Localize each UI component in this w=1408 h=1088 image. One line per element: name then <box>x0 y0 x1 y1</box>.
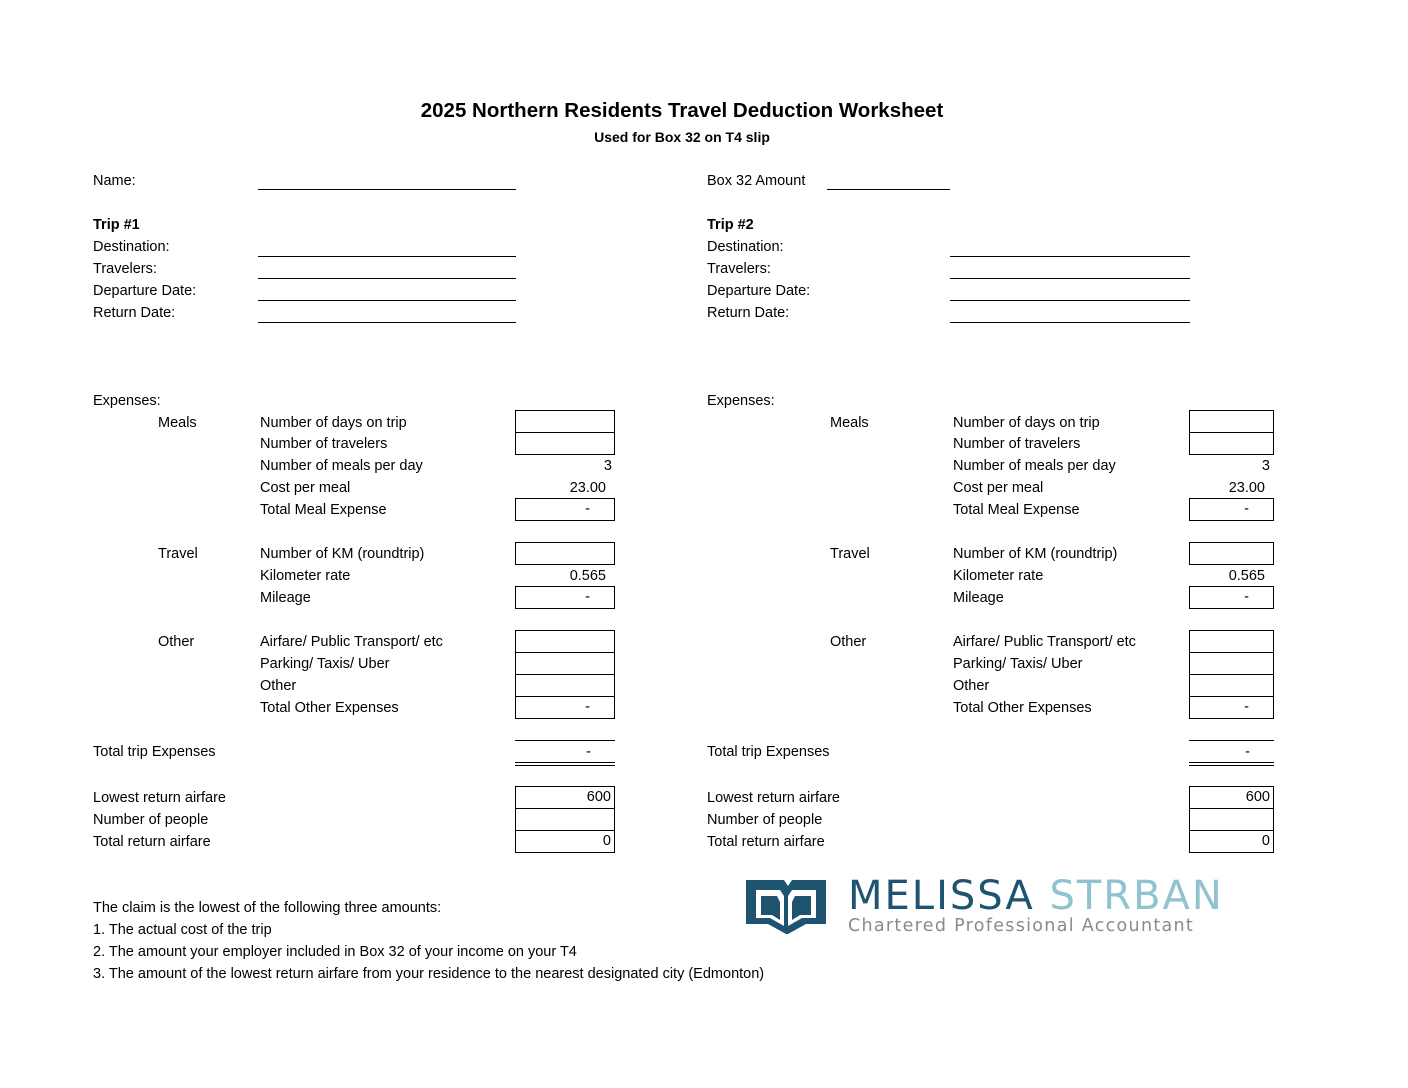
box32-amount-field[interactable] <box>827 189 950 190</box>
trip2-num-people-label: Number of people <box>707 812 823 828</box>
trip2-travelers-field[interactable] <box>950 278 1190 279</box>
trip2-parking-input[interactable] <box>1189 652 1274 675</box>
trip1-parking-label: Parking/ Taxis/ Uber <box>260 656 390 672</box>
trip1-num-people-input[interactable] <box>515 808 615 831</box>
trip1-departure-label: Departure Date: <box>93 283 197 299</box>
notes-item-3: 3. The amount of the lowest return airfare from your residence to the nearest designated city (Edmonton) <box>93 966 765 982</box>
name-label: Name: <box>93 173 136 189</box>
trip2-meals-per-day-label: Number of meals per day <box>953 458 1116 474</box>
trip2-total-double-rule <box>1189 762 1274 766</box>
trip1-total-other-label: Total Other Expenses <box>260 700 399 716</box>
trip1-other-label: Other <box>158 634 195 650</box>
trip1-num-people-label: Number of people <box>93 812 209 828</box>
trip2-total-meal-label: Total Meal Expense <box>953 502 1080 518</box>
company-logo <box>744 873 1234 940</box>
trip2-return-label: Return Date: <box>707 305 790 321</box>
trip1-parking-input[interactable] <box>515 652 615 675</box>
name-field[interactable] <box>258 189 516 190</box>
trip2-total-other-label: Total Other Expenses <box>953 700 1092 716</box>
trip1-total-trip-label: Total trip Expenses <box>93 744 216 760</box>
trip1-travelers-field[interactable] <box>258 278 516 279</box>
worksheet-subtitle: Used for Box 32 on T4 slip <box>594 129 770 145</box>
trip2-total-trip-value: - <box>1245 744 1250 760</box>
trip2-parking-label: Parking/ Taxis/ Uber <box>953 656 1083 672</box>
trip1-km-label: Number of KM (roundtrip) <box>260 546 425 562</box>
trip2-num-people-input[interactable] <box>1189 808 1274 831</box>
trip1-total-double-rule <box>515 762 615 766</box>
trip2-total-other-value: - <box>1189 696 1274 719</box>
trip1-km-rate-value: 0.565 <box>569 568 606 584</box>
trip2-departure-field[interactable] <box>950 300 1190 301</box>
trip2-days-label: Number of days on trip <box>953 415 1100 431</box>
trip2-total-meal-value: - <box>1189 498 1274 521</box>
worksheet-title: 2025 Northern Residents Travel Deduction Worksheet <box>420 99 944 122</box>
trip1-travel-label: Travel <box>158 546 198 562</box>
trip1-travelers-label: Travelers: <box>93 261 157 277</box>
notes-item-1: 1. The actual cost of the trip <box>93 922 272 938</box>
notes-item-2: 2. The amount your employer included in Box 32 of your income on your T4 <box>93 944 577 960</box>
trip1-km-rate-label: Kilometer rate <box>260 568 351 584</box>
trip2-meals-label: Meals <box>830 415 869 431</box>
trip1-num-travelers-input[interactable] <box>515 432 615 455</box>
trip1-total-return-value: 0 <box>515 830 615 853</box>
trip1-total-other-value: - <box>515 696 615 719</box>
trip2-cost-per-meal-value: 23.00 <box>1228 480 1265 496</box>
trip2-other-label: Other <box>830 634 867 650</box>
trip1-cost-per-meal-label: Cost per meal <box>260 480 351 496</box>
trip2-other-item-input[interactable] <box>1189 674 1274 697</box>
trip2-meals-per-day-value: 3 <box>1261 458 1270 474</box>
notes-intro: The claim is the lowest of the following three amounts: <box>93 900 442 916</box>
trip1-destination-field[interactable] <box>258 256 516 257</box>
open-book-logo-icon <box>744 876 828 936</box>
trip1-other-item-input[interactable] <box>515 674 615 697</box>
trip2-km-input[interactable] <box>1189 542 1274 565</box>
trip1-return-field[interactable] <box>258 322 516 323</box>
trip2-travelers-label: Travelers: <box>707 261 771 277</box>
trip1-num-travelers-label: Number of travelers <box>260 436 388 452</box>
box32-label: Box 32 Amount <box>707 173 806 189</box>
trip2-airfare-input[interactable] <box>1189 630 1274 653</box>
trip2-total-top-rule <box>1189 740 1274 741</box>
trip2-destination-field[interactable] <box>950 256 1190 257</box>
trip1-mileage-label: Mileage <box>260 590 311 606</box>
logo-tagline: Chartered Professional Accountant <box>848 916 1195 936</box>
trip2-other-item-label: Other <box>953 678 990 694</box>
trip2-mileage-label: Mileage <box>953 590 1004 606</box>
trip1-other-item-label: Other <box>260 678 297 694</box>
trip2-km-rate-value: 0.565 <box>1228 568 1265 584</box>
trip1-km-input[interactable] <box>515 542 615 565</box>
trip1-total-top-rule <box>515 740 615 741</box>
trip2-total-return-value: 0 <box>1189 830 1274 853</box>
trip2-days-input[interactable] <box>1189 410 1274 433</box>
trip2-km-label: Number of KM (roundtrip) <box>953 546 1118 562</box>
trip1-days-label: Number of days on trip <box>260 415 407 431</box>
trip1-mileage-value: - <box>515 586 615 609</box>
trip2-lowest-airfare-label: Lowest return airfare <box>707 790 840 806</box>
trip2-lowest-airfare-value[interactable]: 600 <box>1189 786 1274 809</box>
trip1-return-label: Return Date: <box>93 305 176 321</box>
trip2-heading: Trip #2 <box>707 217 754 233</box>
trip1-total-meal-label: Total Meal Expense <box>260 502 387 518</box>
trip1-departure-field[interactable] <box>258 300 516 301</box>
trip1-lowest-airfare-value[interactable]: 600 <box>515 786 615 809</box>
logo-wordmark <box>848 873 1224 919</box>
trip2-total-trip-label: Total trip Expenses <box>707 744 830 760</box>
trip1-expenses-label: Expenses: <box>93 393 161 409</box>
trip2-num-travelers-input[interactable] <box>1189 432 1274 455</box>
logo-last-name: STRBAN <box>1049 873 1224 919</box>
trip2-num-travelers-label: Number of travelers <box>953 436 1081 452</box>
trip2-airfare-label: Airfare/ Public Transport/ etc <box>953 634 1136 650</box>
trip2-mileage-value: - <box>1189 586 1274 609</box>
trip1-total-meal-value: - <box>515 498 615 521</box>
trip1-days-input[interactable] <box>515 410 615 433</box>
trip2-departure-label: Departure Date: <box>707 283 811 299</box>
trip1-meals-per-day-value: 3 <box>603 458 612 474</box>
trip1-airfare-label: Airfare/ Public Transport/ etc <box>260 634 443 650</box>
trip2-travel-label: Travel <box>830 546 870 562</box>
trip2-destination-label: Destination: <box>707 239 784 255</box>
trip2-km-rate-label: Kilometer rate <box>953 568 1044 584</box>
logo-first-name: MELISSA <box>848 873 1035 919</box>
trip2-cost-per-meal-label: Cost per meal <box>953 480 1044 496</box>
trip1-airfare-input[interactable] <box>515 630 615 653</box>
trip1-total-trip-value: - <box>586 744 591 760</box>
trip1-cost-per-meal-value: 23.00 <box>569 480 606 496</box>
trip1-destination-label: Destination: <box>93 239 170 255</box>
trip2-total-return-label: Total return airfare <box>707 834 825 850</box>
trip1-heading: Trip #1 <box>93 217 140 233</box>
trip1-meals-label: Meals <box>158 415 197 431</box>
trip1-lowest-airfare-label: Lowest return airfare <box>93 790 226 806</box>
trip1-meals-per-day-label: Number of meals per day <box>260 458 423 474</box>
trip1-total-return-label: Total return airfare <box>93 834 211 850</box>
trip2-return-field[interactable] <box>950 322 1190 323</box>
trip2-expenses-label: Expenses: <box>707 393 775 409</box>
